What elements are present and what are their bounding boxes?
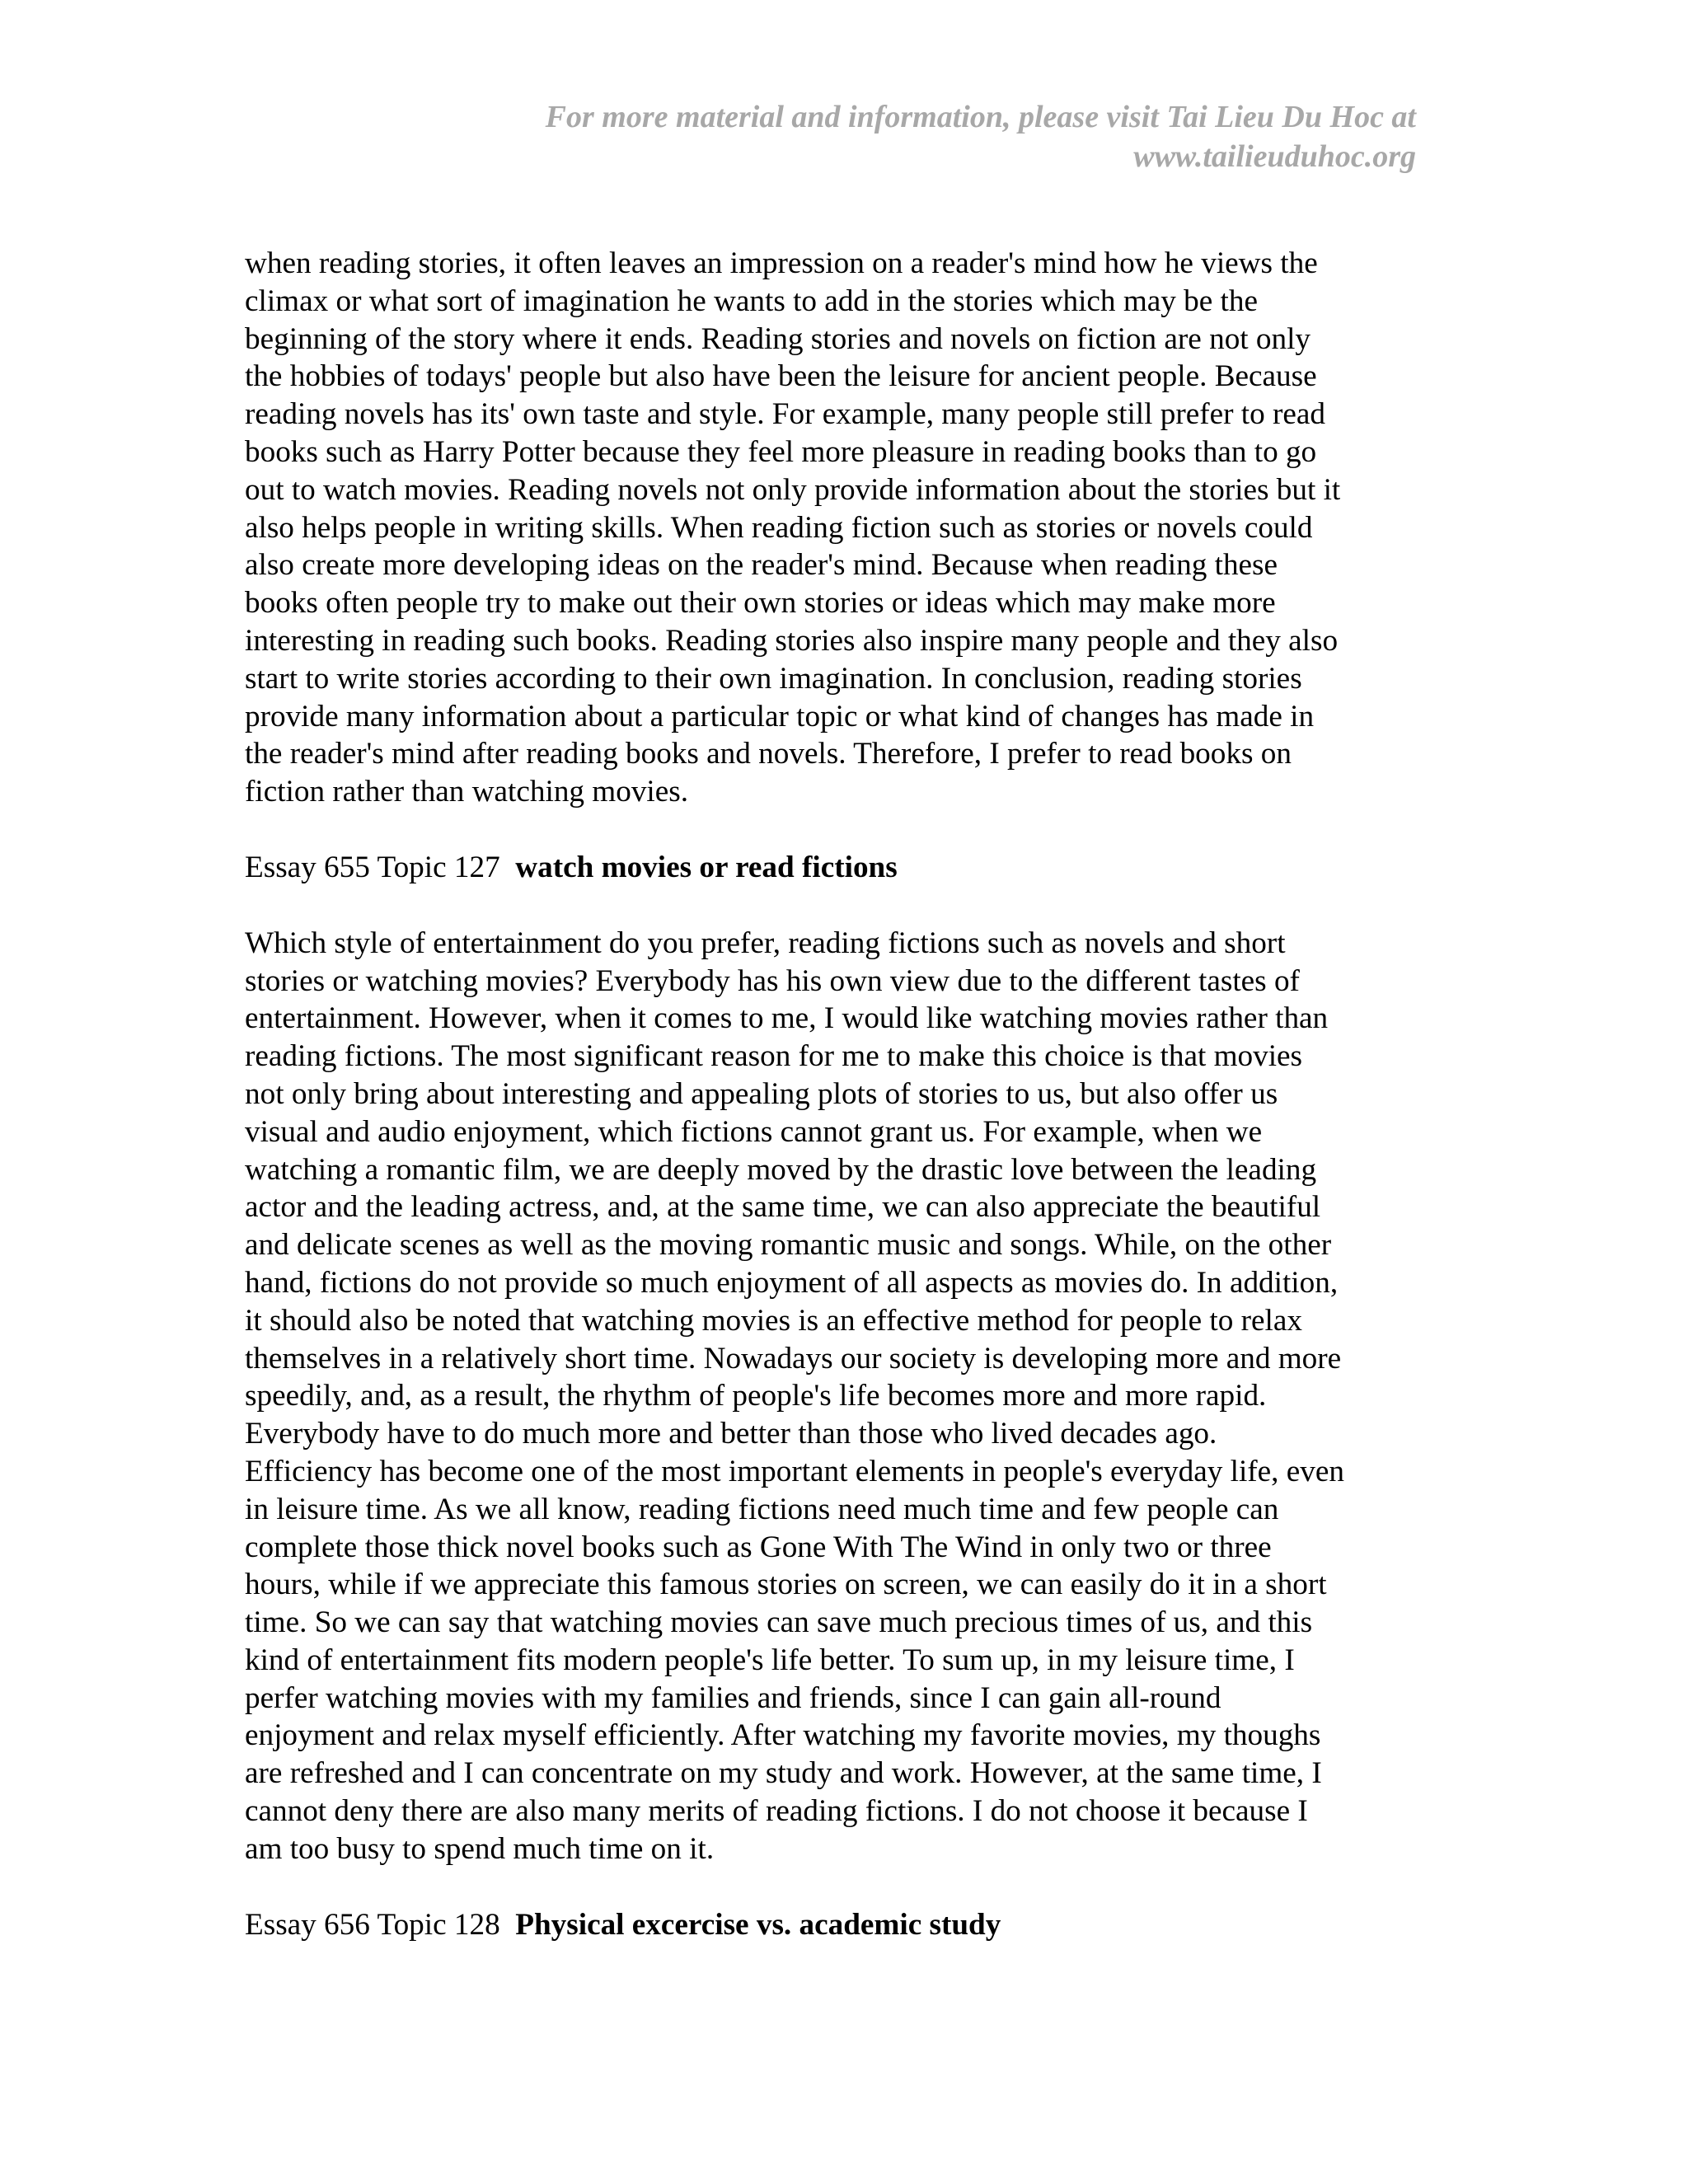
text-line: stories or watching movies? Everybody has his own view due to the different tastes of: [245, 963, 1300, 998]
text-line: themselves in a relatively short time. Nowadays our society is developing more and more: [245, 1341, 1342, 1376]
text-line: interesting in reading such books. Reading stories also inspire many people and they also: [245, 623, 1339, 658]
text-line: and delicate scenes as well as the moving romantic music and songs. While, on the other: [245, 1228, 1332, 1263]
text-line: provide many information about a particular topic or what kind of changes has made in: [245, 699, 1315, 733]
essay-paragraph-2: [245, 925, 1456, 1868]
text-line: out to watch movies. Reading novels not only provide information about the stories but it: [245, 472, 1341, 507]
essay-label: Essay 656 Topic 128: [245, 1907, 500, 1942]
header-line-1: For more material and information, please visit Tai Lieu Du Hoc at: [545, 100, 1416, 134]
text-line: fiction rather than watching movies.: [245, 775, 689, 809]
text-line: when reading stories, it often leaves an impression on a reader's mind how he views the: [245, 246, 1318, 280]
essay-656-heading: [245, 1906, 1456, 1944]
text-line: enjoyment and relax myself efficiently. After watching my favorite movies, my thoughs: [245, 1718, 1321, 1753]
text-line: entertainment. However, when it comes to me, I would like watching movies rather than: [245, 1001, 1329, 1036]
text-line: hours, while if we appreciate this famous stories on screen, we can easily do it in a short: [245, 1568, 1327, 1602]
text-line: in leisure time. As we all know, reading fictions need much time and few people can: [245, 1492, 1279, 1526]
text-line: am too busy to spend much time on it.: [245, 1831, 715, 1866]
text-line: the hobbies of todays' people but also have been the leisure for ancient people. Because: [245, 359, 1317, 394]
text-line: watching a romantic film, we are deeply moved by the drastic love between the leading: [245, 1152, 1317, 1187]
text-line: not only bring about interesting and appealing plots of stories to us, but also offer us: [245, 1076, 1278, 1111]
text-line: time. So we can say that watching movies can save much precious times of us, and this: [245, 1605, 1313, 1640]
essay-655-heading: [245, 849, 1456, 887]
essay-topic-title: watch movies or read fictions: [515, 850, 898, 884]
text-line: also create more developing ideas on the reader's mind. Because when reading these: [245, 548, 1278, 583]
text-line: it should also be noted that watching movies is an effective method for people to relax: [245, 1303, 1302, 1338]
text-line: the reader's mind after reading books and novels. Therefore, I prefer to read books on: [245, 737, 1292, 771]
text-line: perfer watching movies with my families and friends, since I can gain all-round: [245, 1680, 1221, 1715]
text-line: Which style of entertainment do you prefer, reading fictions such as novels and short: [245, 926, 1286, 960]
text-line: reading fictions. The most significant reason for me to make this choice is that movies: [245, 1039, 1303, 1074]
essay-label: Essay 655 Topic 127: [245, 850, 500, 884]
text-line: complete those thick novel books such as Gone With The Wind in only two or three: [245, 1530, 1272, 1564]
paragraph-spacer: [245, 811, 1456, 849]
text-line: books often people try to make out their own stories or ideas which may make more: [245, 586, 1276, 621]
essay-paragraph-1: [245, 245, 1456, 811]
text-line: speedily, and, as a result, the rhythm of people's life becomes more and more rapid.: [245, 1379, 1267, 1413]
paragraph-spacer: [245, 887, 1456, 925]
text-line: climax or what sort of imagination he wants to add in the stories which may be the: [245, 284, 1258, 318]
text-line: start to write stories according to their own imagination. In conclusion, reading stories: [245, 661, 1302, 696]
text-line: are refreshed and I can concentrate on my study and work. However, at the same time, I: [245, 1756, 1322, 1791]
text-line: hand, fictions do not provide so much enjoyment of all aspects as movies do. In addition,: [245, 1265, 1339, 1300]
text-line: Efficiency has become one of the most important elements in people's everyday life, even: [245, 1454, 1344, 1488]
text-line: kind of entertainment fits modern people's life better. To sum up, in my leisure time, I: [245, 1643, 1295, 1677]
document-body: [245, 245, 1456, 1943]
page-header: [180, 97, 1416, 176]
header-line-2: www.tailieuduhoc.org: [1133, 139, 1416, 174]
text-line: beginning of the story where it ends. Reading stories and novels on fiction are not only: [245, 321, 1311, 356]
text-line: reading novels has its' own taste and style. For example, many people still prefer to read: [245, 397, 1326, 432]
text-line: visual and audio enjoyment, which fictions cannot grant us. For example, when we: [245, 1114, 1263, 1149]
text-line: cannot deny there are also many merits of reading fictions. I do not choose it because I: [245, 1794, 1308, 1829]
essay-topic-title: Physical excercise vs. academic study: [515, 1907, 1001, 1942]
text-line: books such as Harry Potter because they feel more pleasure in reading books than to go: [245, 434, 1317, 469]
paragraph-spacer: [245, 1868, 1456, 1906]
text-line: also helps people in writing skills. When reading fiction such as stories or novels could: [245, 510, 1313, 545]
text-line: Everybody have to do much more and better than those who lived decades ago.: [245, 1417, 1217, 1451]
text-line: actor and the leading actress, and, at the same time, we can also appreciate the beautiful: [245, 1190, 1321, 1225]
